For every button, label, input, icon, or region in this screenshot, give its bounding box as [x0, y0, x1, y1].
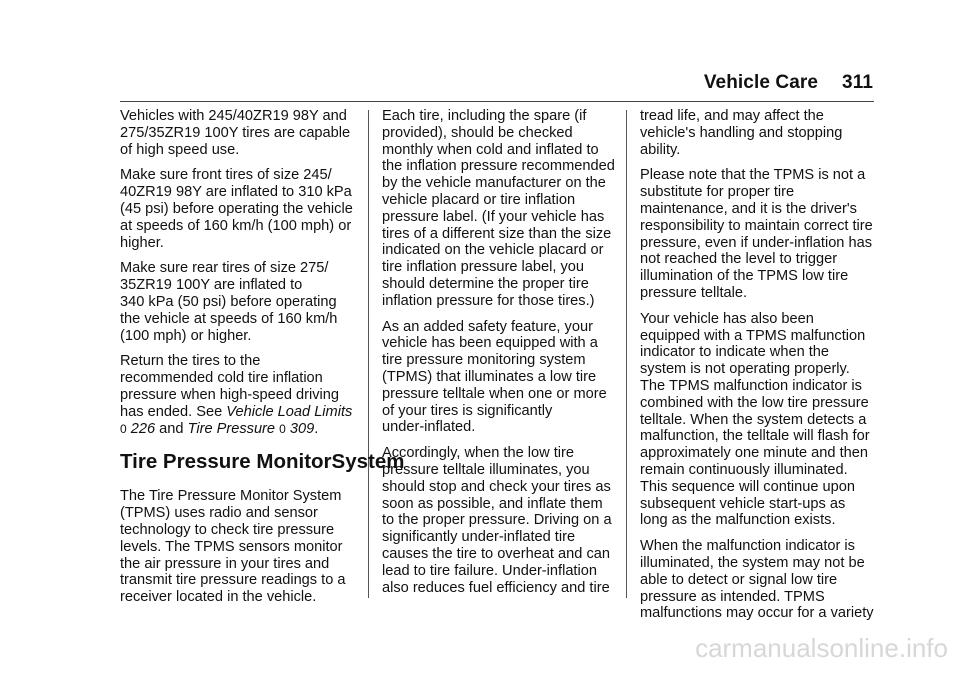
- text-line: of high speed use.: [120, 141, 240, 158]
- text-line: approximately one minute and then: [640, 445, 868, 462]
- text-line: responsibility to maintain correct tire: [640, 217, 873, 234]
- crossref-line: [120, 421, 360, 438]
- text-line: able to detect or signal low tire: [640, 571, 838, 588]
- paragraph: [640, 108, 876, 158]
- text-line: vehicle placard or tire inflation: [382, 191, 576, 208]
- text-line: (TPMS) uses radio and sensor: [120, 505, 318, 522]
- text-line: Each tire, including the spare (if: [382, 108, 587, 124]
- text-line: indicated on the vehicle placard or: [382, 242, 604, 259]
- text-line: Vehicles with 245/40ZR19 98Y and: [120, 108, 347, 124]
- paragraph: [640, 167, 876, 301]
- text-line: significantly under-inflated tire: [382, 529, 576, 546]
- text-line: pressure telltale when one or more: [382, 385, 607, 402]
- text-line: The Tire Pressure Monitor System: [120, 488, 342, 505]
- text-line: lead to tire failure. Under-inflation: [382, 562, 597, 579]
- text-line: soon as possible, and inflate them: [382, 495, 603, 512]
- column-left: [120, 108, 405, 615]
- text-line: transmit tire pressure readings to a: [120, 572, 346, 589]
- text-line: not reached the level to trigger: [640, 251, 838, 268]
- page-number: 311: [842, 72, 873, 93]
- text-line: at speeds of 160 km/h (100 mph) or: [120, 217, 352, 234]
- text-line: indicator to indicate when the: [640, 344, 830, 361]
- text-line: recommended cold tire inflation: [120, 370, 323, 387]
- link-tire-pressure[interactable]: Tire Pressure: [187, 420, 276, 437]
- paragraph: [120, 108, 360, 158]
- paragraph: [640, 311, 876, 529]
- text-line: levels. The TPMS sensors monitor: [120, 538, 343, 555]
- text-line: the inflation pressure recommended: [382, 158, 615, 175]
- paragraph: [120, 353, 360, 437]
- text-line: (TPMS) that illuminates a low tire: [382, 368, 597, 385]
- text-line: Your vehicle has also been: [640, 310, 814, 327]
- text-line: under-inflated.: [382, 419, 476, 436]
- text-line: should stop and check your tires as: [382, 478, 611, 495]
- text-line: equipped with a TPMS malfunction: [640, 327, 866, 344]
- paragraph: [120, 167, 360, 251]
- text-line: vehicle has been equipped with a: [382, 335, 598, 352]
- crossref-prefix: has ended. See: [120, 403, 227, 420]
- paragraph: [382, 319, 618, 437]
- text-line: receiver located in the vehicle.: [120, 589, 317, 606]
- text-line: inflation pressure for those tires.): [382, 292, 595, 309]
- page-ref-arrow-icon: 0: [120, 421, 127, 436]
- link-vehicle-load-limits[interactable]: Vehicle Load Limits: [226, 403, 353, 420]
- text-line: by the vehicle manufacturer on the: [382, 175, 606, 192]
- text-line: System: [331, 450, 405, 474]
- text-line: pressure as intended. TPMS: [640, 588, 825, 605]
- paragraph: [120, 488, 360, 606]
- text-line: 35ZR19 100Y are inflated to: [120, 277, 303, 294]
- text-line: subsequent vehicle start-ups as: [640, 495, 846, 512]
- text-line: pressure, even if under-inflation has: [640, 234, 873, 251]
- text-line: (45 psi) before operating the vehicle: [120, 200, 353, 217]
- text-line: As an added safety feature, your: [382, 318, 593, 335]
- column-divider-1: [368, 110, 369, 598]
- text-line: tire pressure monitoring system: [382, 352, 586, 369]
- page-ref-309[interactable]: 309: [289, 420, 315, 437]
- text-line: maintenance, and it is the driver's: [640, 200, 857, 217]
- text-line: illuminated, the system may not be: [640, 554, 865, 571]
- text-line: substitute for proper tire: [640, 184, 795, 201]
- text-line: higher.: [120, 234, 164, 251]
- page-ref-226[interactable]: 226: [130, 420, 156, 437]
- text-line: 40ZR19 98Y are inflated to 310 kPa: [120, 184, 352, 201]
- header-rule: [120, 101, 874, 102]
- text-line: of your tires is significantly: [382, 402, 553, 419]
- text-line: tire inflation pressure label, you: [382, 259, 584, 276]
- text-line: vehicle's handling and stopping: [640, 124, 843, 141]
- text-line: 340 kPa (50 psi) before operating: [120, 293, 337, 310]
- crossref-middle: and: [155, 420, 188, 437]
- column-middle: [382, 108, 618, 605]
- crossref-suffix: .: [314, 420, 319, 437]
- text-line: should determine the proper tire: [382, 275, 589, 292]
- text-line: to the proper pressure. Driving on a: [382, 512, 612, 529]
- page-header: [0, 72, 873, 94]
- text-line: malfunctions may occur for a variety: [640, 605, 874, 622]
- text-line: Make sure rear tires of size 275/: [120, 260, 329, 277]
- text-line: Make sure front tires of size 245/: [120, 167, 332, 184]
- text-line: Return the tires to the: [120, 353, 261, 370]
- text-line: technology to check tire pressure: [120, 521, 335, 538]
- text-line: ability.: [640, 141, 681, 158]
- text-line: causes the tire to overheat and can: [382, 545, 610, 562]
- text-line: The TPMS malfunction indicator is: [640, 377, 862, 394]
- text-line: telltale. When the system detects a: [640, 411, 867, 428]
- text-line: system is not operating properly.: [640, 361, 850, 378]
- text-line: pressure telltale illuminates, you: [382, 461, 590, 478]
- text-line: Accordingly, when the low tire: [382, 445, 574, 462]
- text-line: (100 mph) or higher.: [120, 327, 252, 344]
- text-line: 275/35ZR19 100Y tires are capable: [120, 124, 351, 141]
- page-ref-arrow-icon: 0: [279, 421, 286, 436]
- text-line: tires of a different size than the size: [382, 225, 612, 242]
- text-line: remain continuously illuminated.: [640, 461, 848, 478]
- text-line: Please note that the TPMS is not a: [640, 167, 866, 184]
- watermark: carmanualsonline.info: [695, 633, 948, 663]
- column-right: [640, 108, 876, 631]
- text-line: provided), should be checked: [382, 124, 573, 141]
- text-line: Tire Pressure Monitor: [120, 450, 332, 474]
- text-line: monthly when cold and inflated to: [382, 141, 599, 158]
- paragraph: [382, 445, 618, 596]
- text-line: illumination of the TPMS low tire: [640, 268, 849, 285]
- section-heading: [120, 449, 405, 474]
- paragraph: [640, 538, 876, 622]
- paragraph: [382, 108, 618, 310]
- text-line: This sequence will continue upon: [640, 478, 855, 495]
- text-line: combined with the low tire pressure: [640, 394, 869, 411]
- text-line: pressure telltale.: [640, 284, 748, 301]
- text-line: the air pressure in your tires and: [120, 555, 330, 572]
- column-divider-2: [626, 110, 627, 598]
- section-title: Vehicle Care: [703, 72, 819, 93]
- crossref-line: [120, 404, 360, 421]
- text-line: pressure label. (If your vehicle has: [382, 208, 605, 225]
- text-line: long as the malfunction exists.: [640, 512, 836, 529]
- text-line: tread life, and may affect the: [640, 108, 824, 124]
- paragraph: [120, 260, 360, 344]
- text-line: the vehicle at speeds of 160 km/h: [120, 310, 338, 327]
- text-line: also reduces fuel efficiency and tire: [382, 579, 610, 596]
- text-line: pressure when high-speed driving: [120, 386, 340, 403]
- text-line: When the malfunction indicator is: [640, 538, 855, 555]
- text-line: malfunction, the telltale will flash for: [640, 428, 870, 445]
